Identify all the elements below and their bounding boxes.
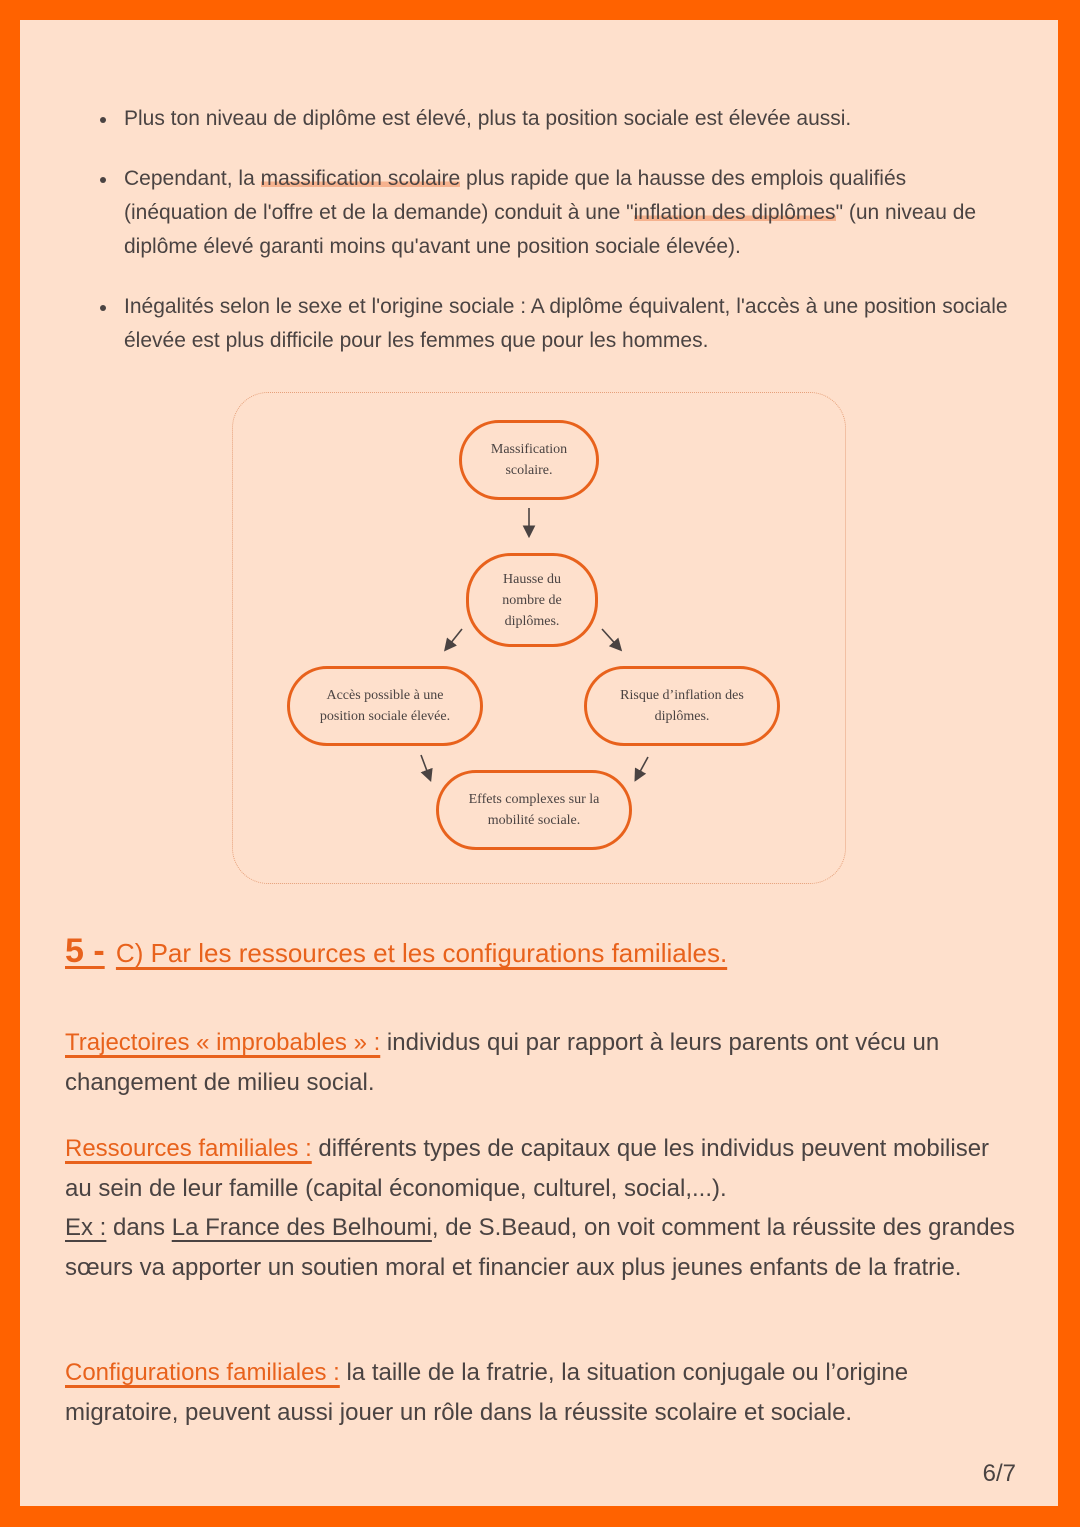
bullet-text: " (un niveau de diplôme élevé garanti moins qu'avant une position sociale élevée).: [124, 201, 977, 258]
highlight-massification: massification scolaire: [260, 167, 461, 190]
bullet-item: [108, 102, 1008, 136]
definition-configurations: [65, 1353, 1015, 1432]
definition-trajectoires: [65, 1023, 1015, 1102]
example-text: , de S.Beaud, on voit comment la réussite des grandes sœurs va apporter un soutien moral et financier aux plus jeunes enfants de la fratrie.: [65, 1214, 1015, 1281]
node-acces: [287, 666, 483, 746]
definition-text: différents types de capitaux que les individus peuvent mobiliser au sein de leur famille (capital économique, culturel, social,...).: [65, 1135, 990, 1202]
example-text: dans: [106, 1214, 172, 1241]
section-number: 5 -: [65, 932, 105, 970]
bullet-text: Plus ton niveau de diplôme est élevé, plus ta position sociale est élevée aussi.: [124, 107, 852, 130]
node-risque: [584, 666, 780, 746]
definition-text: la taille de la fratrie, la situation conjugale ou l’origine migratoire, peuvent aussi jouer un rôle dans la réussite scolaire et sociale.: [65, 1359, 909, 1426]
bullet-item: [108, 290, 1008, 358]
node-label: Risque d’inflation des diplômes.: [620, 688, 744, 724]
node-label: Accès possible à une position sociale élevée.: [319, 688, 451, 724]
bullet-list: [108, 102, 1008, 384]
definition-ressources: [65, 1129, 1015, 1287]
term-configurations: Configurations familiales :: [65, 1359, 340, 1386]
bullet-item: [108, 162, 1008, 264]
document-page: [20, 20, 1058, 1506]
bullet-text: Inégalités selon le sexe et l'origine sociale : A diplôme équivalent, l'accès à une position sociale élevée est plus difficile pour les femmes que pour les hommes.: [124, 295, 1008, 352]
flow-diagram: [232, 392, 846, 884]
example-label: Ex :: [65, 1214, 107, 1241]
node-label: Massification scolaire.: [490, 442, 568, 478]
highlight-inflation: inflation des diplômes: [633, 201, 836, 224]
node-effets: [436, 770, 632, 850]
book-title: La France des Belhoumi: [171, 1214, 432, 1241]
term-trajectoires: Trajectoires « improbables » :: [65, 1029, 381, 1056]
section-heading: [65, 932, 727, 971]
node-hausse: [466, 553, 598, 647]
term-ressources: Ressources familiales :: [65, 1135, 312, 1162]
section-title: C) Par les ressources et les configurations familiales.: [115, 938, 728, 968]
bullet-text: Cependant, la: [124, 167, 261, 190]
page-number: 6/7: [982, 1460, 1016, 1487]
definition-text: individus qui par rapport à leurs parents ont vécu un changement de milieu social.: [65, 1029, 940, 1096]
bullet-text: plus rapide que la hausse des emplois qualifiés (inéquation de l'offre et de la demande) conduit à une ": [124, 167, 907, 224]
node-label: Hausse du nombre de diplômes.: [502, 571, 562, 629]
node-label: Effets complexes sur la mobilité sociale.: [468, 792, 600, 828]
